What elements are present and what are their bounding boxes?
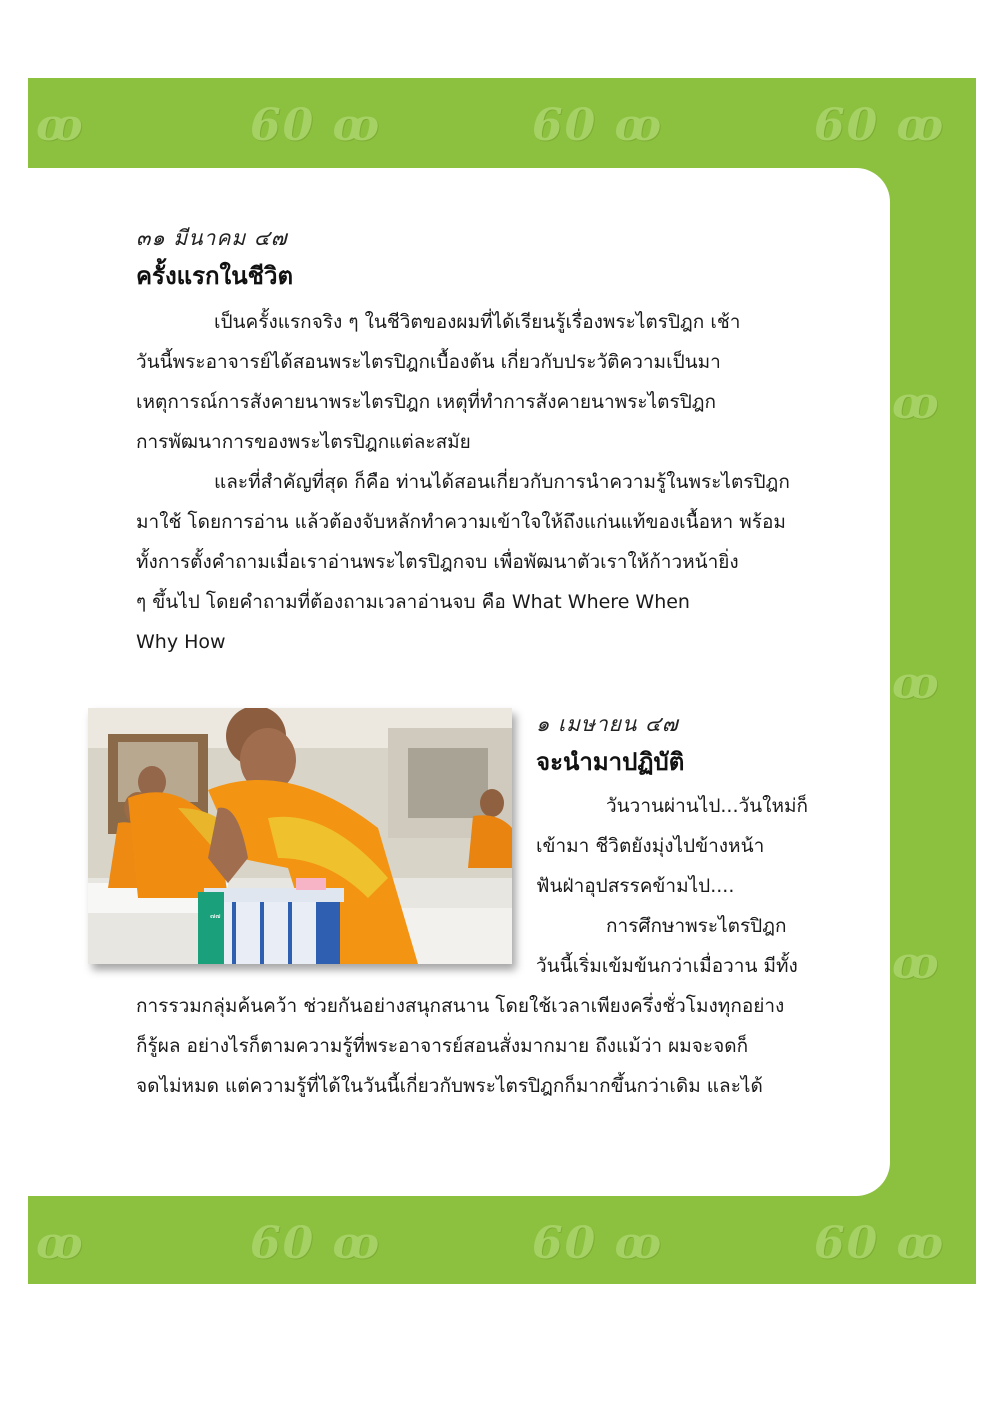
text-line: การรวมกลุ่มค้นคว้า ช่วยกันอย่างสนุกสนาน โดยใช้เวลาเพียงครึ่งชั่วโมงทุกอย่าง — [136, 995, 785, 1017]
watermark: ꝏ — [36, 1218, 85, 1269]
text-line: ฟันฝ่าอุปสรรคข้ามไป.... — [536, 875, 735, 897]
book-label: ๗๗ — [210, 912, 221, 920]
watermark: ꝏ — [892, 658, 941, 709]
watermark: 60 ꝏ — [250, 100, 382, 151]
text-line: วันวานผ่านไป...วันใหม่ก็ — [606, 795, 808, 817]
watermark: 60 ꝏ — [814, 100, 946, 151]
watermark-text: 60 — [814, 100, 880, 151]
text-line: การพัฒนาการของพระไตรปิฎกแต่ละสมัย — [136, 431, 471, 453]
entry-paragraph — [136, 302, 826, 662]
entry-title: จะนำมาปฏิบัติ — [536, 748, 685, 776]
entry-date: ๓๑ มีนาคม ๔๗ — [136, 226, 288, 250]
watermark: 60 ꝏ — [814, 1218, 946, 1269]
text-line: เป็นครั้งแรกจริง ๆ ในชีวิตของผมที่ได้เรียนรู้เรื่องพระไตรปิฎก เช้า — [214, 311, 741, 333]
text-line: มาใช้ โดยการอ่าน แล้วต้องจับหลักทำความเข้าใจให้ถึงแก่นแท้ของเนื้อหา พร้อม — [136, 511, 786, 533]
text-line: Why How — [136, 631, 226, 653]
text-line: การศึกษาพระไตรปิฎก — [606, 915, 787, 937]
watermark: 60 ꝏ — [532, 1218, 664, 1269]
monks-studying-photo — [88, 708, 512, 964]
text-line: เหตุการณ์การสังคายนาพระไตรปิฎก เหตุที่ทำการสังคายนาพระไตรปิฎก — [136, 391, 717, 413]
photo-illustration — [88, 708, 512, 964]
watermark-text: 60 — [532, 1218, 598, 1269]
text-line: วันนี้พระอาจารย์ได้สอนพระไตรปิฎกเบื้องต้น เกี่ยวกับประวัติความเป็นมา — [136, 351, 721, 373]
text-line: วันนี้เริ่มเข้มข้นกว่าเมื่อวาน มีทั้ง — [536, 955, 798, 977]
entry-date: ๑ เมษายน ๔๗ — [536, 712, 679, 736]
text-line: ทั้งการตั้งคำถามเมื่อเราอ่านพระไตรปิฎกจบ เพื่อพัฒนาตัวเราให้ก้าวหน้ายิ่ง — [136, 551, 739, 573]
watermark: ꝏ — [892, 938, 941, 989]
watermark-text: 60 — [814, 1218, 880, 1269]
text-line: จดไม่หมด แต่ความรู้ที่ได้ในวันนี้เกี่ยวกับพระไตรปิฎกก็มากขึ้นกว่าเดิม และได้ — [136, 1075, 763, 1097]
watermark: ꝏ — [892, 378, 941, 429]
text-line: และที่สำคัญที่สุด ก็คือ ท่านได้สอนเกี่ยวกับการนำความรู้ในพระไตรปิฎก — [214, 471, 790, 493]
entry-paragraph — [536, 786, 826, 986]
entry-title: ครั้งแรกในชีวิต — [136, 262, 294, 290]
text-line: ๆ ขึ้นไป โดยคำถามที่ต้องถามเวลาอ่านจบ คือ What Where When — [136, 591, 690, 613]
watermark: 60 ꝏ — [250, 1218, 382, 1269]
entry-paragraph-continued — [136, 986, 826, 1106]
watermark: ꝏ — [36, 100, 85, 151]
watermark-text: 60 — [250, 1218, 316, 1269]
text-line: เข้ามา ชีวิตยังมุ่งไปข้างหน้า — [536, 835, 765, 857]
watermark-text: 60 — [532, 100, 598, 151]
text-line: ก็รู้ผล อย่างไรก็ตามความรู้ที่พระอาจารย์สอนสั่งมากมาย ถึงแม้ว่า ผมจะจดก็ — [136, 1035, 749, 1057]
watermark: 60 ꝏ — [532, 100, 664, 151]
watermark-text: 60 — [250, 100, 316, 151]
